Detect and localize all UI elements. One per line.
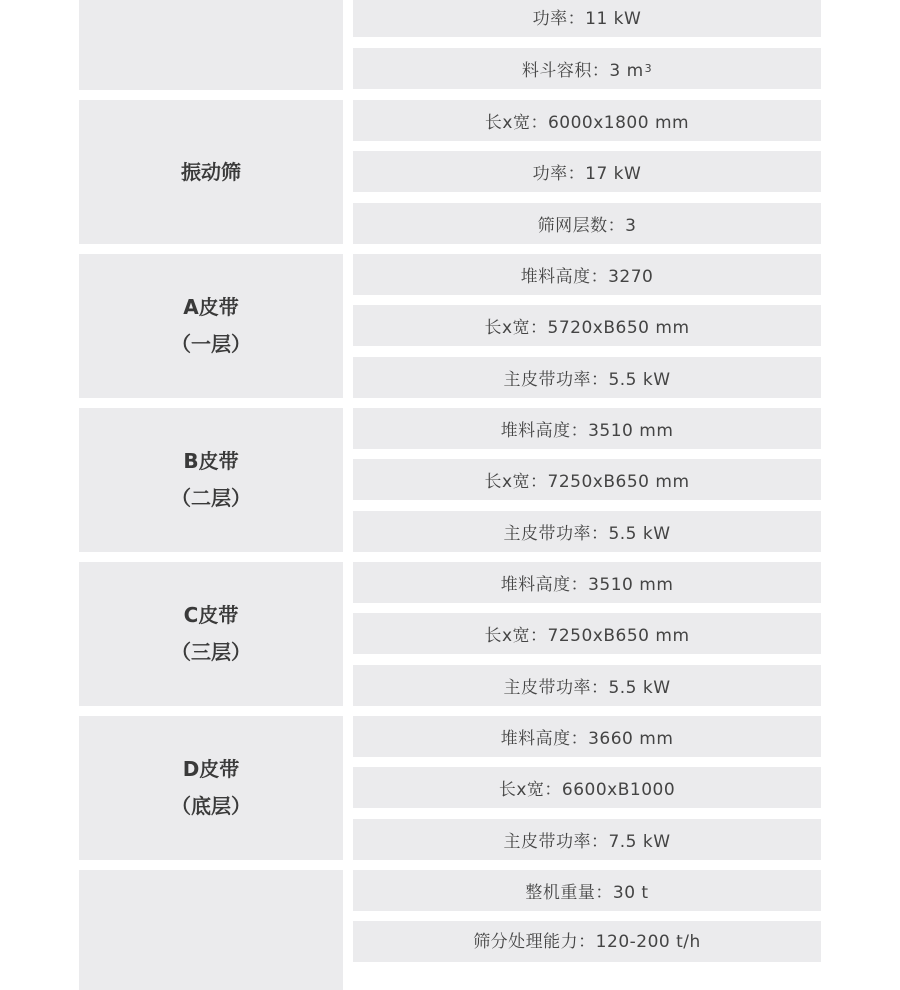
spec-value: 堆料高度：3510 mm — [353, 408, 821, 449]
spec-value: 整机重量：30 t — [353, 870, 821, 911]
spec-value: 长x宽：7250xB650 mm — [353, 613, 821, 654]
group-label-line: 振动筛 — [181, 159, 241, 184]
spec-value: 长x宽：6000x1800 mm — [353, 100, 821, 141]
group-label — [79, 100, 343, 244]
spec-value: 长x宽：6600xB1000 — [353, 767, 821, 808]
spec-group-hopper — [79, 0, 821, 90]
group-label — [79, 408, 343, 552]
spec-value: 筛分处理能力：120-200 t/h — [353, 921, 821, 962]
spec-group-belt-a — [79, 254, 821, 398]
spec-value: 主皮带功率：5.5 kW — [353, 357, 821, 398]
group-label-line: A皮带 — [183, 295, 239, 319]
group-label-line: C皮带 — [183, 603, 239, 627]
group-label — [79, 254, 343, 398]
group-label-line: （底层） — [171, 794, 251, 818]
unit-superscript: 3 — [644, 62, 653, 75]
group-label-line: （三层） — [171, 640, 251, 664]
group-label-line: D皮带 — [182, 757, 240, 781]
spec-value: 主皮带功率：5.5 kW — [353, 665, 821, 706]
spec-value: 主皮带功率：7.5 kW — [353, 819, 821, 860]
spec-value — [353, 48, 821, 89]
spec-group-machine — [79, 870, 821, 990]
spec-value: 长x宽：7250xB650 mm — [353, 459, 821, 500]
group-label — [79, 716, 343, 860]
spec-group-belt-b — [79, 408, 821, 552]
spec-value: 长x宽：5720xB650 mm — [353, 305, 821, 346]
group-label — [79, 870, 343, 990]
spec-group-vibrating-screen — [79, 100, 821, 244]
spec-value-text: 料斗容积：3 m — [521, 61, 644, 81]
spec-value: 筛网层数：3 — [353, 203, 821, 244]
spec-group-belt-d — [79, 716, 821, 860]
spec-value: 堆料高度：3510 mm — [353, 562, 821, 603]
spec-value: 功率：17 kW — [353, 151, 821, 192]
spec-group-belt-c — [79, 562, 821, 706]
spec-value: 功率：11 kW — [353, 0, 821, 37]
group-label-line: （二层） — [171, 486, 251, 510]
group-label — [79, 562, 343, 706]
spec-value: 堆料高度：3270 — [353, 254, 821, 295]
spec-value: 主皮带功率：5.5 kW — [353, 511, 821, 552]
group-label — [79, 0, 343, 90]
group-label-line: （一层） — [171, 332, 251, 356]
group-label-line: B皮带 — [183, 449, 239, 473]
spec-value: 堆料高度：3660 mm — [353, 716, 821, 757]
